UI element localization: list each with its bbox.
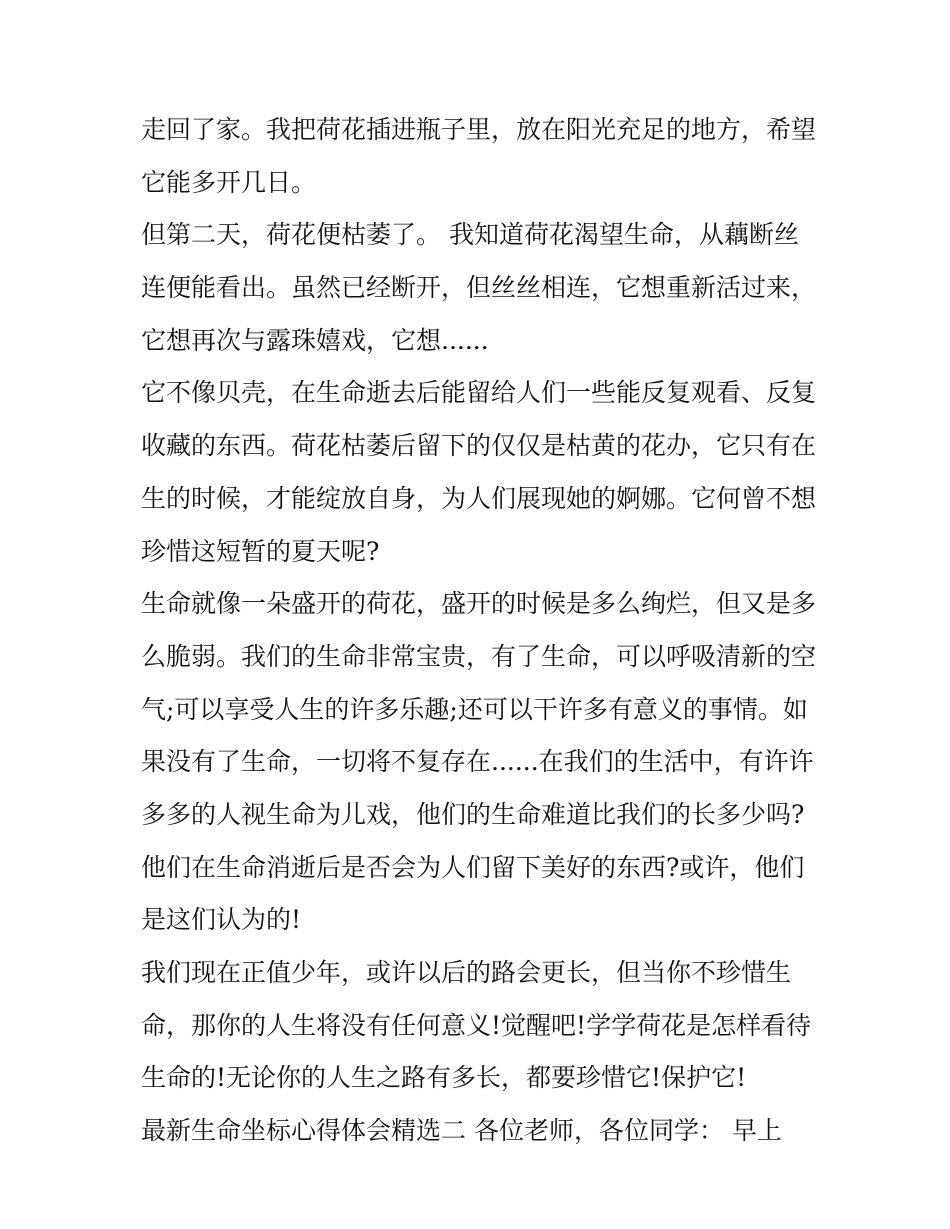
text-body xyxy=(141,104,831,1158)
text-line: 我们现在正值少年，或许以后的路会更长，但当你不珍惜生 xyxy=(141,958,792,987)
text-line: 连便能看出。虽然已经断开，但丝丝相连，它想重新活过来， xyxy=(141,273,817,303)
text-line: 最新生命坐标心得体会精选二 各位老师，各位同学： 早上 xyxy=(141,1116,782,1146)
text-line: 气;可以享受人生的许多乐趣;还可以干许多有意义的事情。如 xyxy=(141,694,808,724)
text-line: 么脆弱。我们的生命非常宝贵，有了生命，可以呼吸清新的空 xyxy=(141,641,817,671)
text-line: 它不像贝壳，在生命逝去后能留给人们一些能反复观看、反复 xyxy=(141,378,817,408)
text-line: 是这们认为的! xyxy=(141,905,302,935)
text-line: 收藏的东西。荷花枯萎后留下的仅仅是枯黄的花办，它只有在 xyxy=(141,431,817,461)
text-line: 珍惜这短暂的夏天呢? xyxy=(141,536,380,566)
text-line: 生的时候，才能绽放自身，为人们展现她的婀娜。它何曾不想 xyxy=(141,483,817,513)
text-line: 它想再次与露珠嬉戏，它想...... xyxy=(141,325,489,355)
text-line: 走回了家。我把荷花插进瓶子里，放在阳光充足的地方，希望 xyxy=(141,115,817,144)
text-line: 但第二天，荷花便枯萎了。 我知道荷花渴望生命，从藕断丝 xyxy=(141,220,799,250)
text-line: 命，那你的人生将没有任何意义!觉醒吧!学学荷花是怎样看待 xyxy=(141,1010,812,1040)
text-line: 生命就像一朵盛开的荷花，盛开的时候是多么绚烂，但又是多 xyxy=(141,589,817,619)
text-line: 它能多开几日。 xyxy=(141,167,317,197)
text-line: 多多的人视生命为儿戏，他们的生命难道比我们的长多少吗? xyxy=(141,799,805,829)
text-line: 果没有了生命，一切将不复存在......在我们的生活中，有许许 xyxy=(141,747,814,777)
text-line: 他们在生命消逝后是否会为人们留下美好的东西?或许，他们 xyxy=(141,852,805,882)
text-line: 生命的!无论你的人生之路有多长，都要珍惜它!保护它! xyxy=(141,1063,747,1093)
